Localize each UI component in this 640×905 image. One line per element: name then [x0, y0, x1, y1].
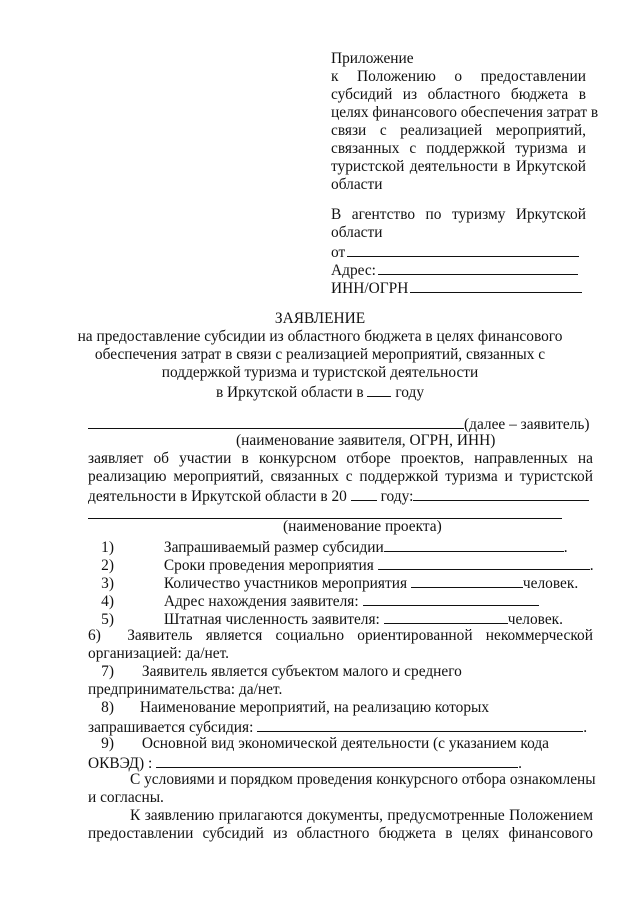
applicant-address-blank[interactable] [363, 591, 539, 606]
address-label: Адрес: [331, 262, 376, 279]
list-item-continuation[interactable]: организацией: да/нет. [88, 645, 230, 662]
list-item[interactable]: 3) Количество участников мероприятия человек. [101, 575, 579, 592]
list-item-continuation[interactable]: предпринимательства: да/нет. [88, 681, 283, 698]
applicant-text: заявляет об участии в конкурсном отборе проектов, направленных на [88, 450, 593, 467]
from-field[interactable] [331, 242, 579, 262]
closing-paragraph-line: предоставлении субсидий из областного бюджета в целях финансового [88, 825, 593, 842]
applicant-name-field[interactable] [88, 414, 590, 434]
list-item[interactable]: 1) Запрашиваемый размер субсидии . [101, 539, 568, 556]
inn-blank[interactable] [410, 278, 582, 293]
appendix-title: Приложение [331, 50, 414, 67]
appendix-line: туристской деятельности в Иркутской [331, 158, 586, 175]
heading-year-line: в Иркутской области в году [215, 384, 425, 401]
appendix-line: целях финансового обеспечения затрат в [331, 104, 599, 121]
project-name-blank-2[interactable] [88, 504, 562, 519]
list-item: 8) Наименование мероприятий, на реализацию которых [101, 699, 490, 716]
applicant-suffix: (далее – заявитель) [464, 416, 590, 433]
from-label: от [331, 244, 346, 261]
addressee-line: В агентство по туризму Иркутской [331, 206, 586, 223]
appendix-line: области [331, 176, 383, 193]
subsidy-amount-blank[interactable] [384, 537, 564, 552]
project-caption: (наименование проекта) [283, 518, 442, 535]
address-blank[interactable] [378, 260, 578, 275]
applicant-name-blank[interactable] [88, 414, 464, 429]
year-blank[interactable] [367, 382, 391, 397]
applicant-caption: (наименование заявителя, ОГРН, ИНН) [236, 432, 496, 449]
staff-count-blank[interactable] [384, 609, 508, 624]
appendix-line: субсидий из областного бюджета в [331, 86, 586, 103]
participants-blank[interactable] [411, 573, 523, 588]
heading-line: обеспечения затрат в связи с реализацией мероприятий, связанных с [94, 346, 546, 363]
okved-blank[interactable] [156, 753, 518, 768]
document-title: ЗАЯВЛЕНИЕ [274, 310, 366, 327]
inn-field[interactable] [331, 278, 582, 298]
appendix-line: к Положению о предоставлении [331, 68, 586, 85]
list-item-continuation[interactable]: запрашивается субсидия: . [88, 719, 588, 736]
appendix-line: связи с реализацией мероприятий, [331, 122, 586, 139]
list-item: 6) Заявитель является социально ориентированной некоммерческой [88, 627, 593, 644]
from-blank[interactable] [347, 242, 579, 257]
events-names-blank[interactable] [257, 717, 583, 732]
list-item: 7) Заявитель является субъектом малого и среднего [101, 663, 462, 680]
closing-paragraph-line: К заявлению прилагаются документы, предусмотренные Положением [130, 807, 593, 824]
list-item-continuation[interactable]: ОКВЭД) : . [88, 755, 522, 772]
heading-line: на предоставление субсидии из областного бюджета в целях финансового [77, 328, 563, 345]
list-item[interactable]: 5) Штатная численность заявителя: человек. [101, 611, 563, 628]
applicant-text: реализацию мероприятий, связанных с поддержкой туризма и туристской [88, 468, 593, 485]
closing-paragraph-line: С условиями и порядком проведения конкурсного отбора ознакомлены [130, 771, 596, 788]
event-dates-blank[interactable] [378, 555, 590, 570]
heading-line: поддержкой туризма и туристской деятельности [161, 364, 479, 381]
project-name-blank[interactable] [413, 486, 589, 501]
inn-label: ИНН/ОГРН [331, 280, 409, 297]
list-item[interactable]: 4) Адрес нахождения заявителя: [88, 591, 539, 611]
project-year-blank[interactable] [351, 486, 377, 501]
list-item: 9) Основной вид экономической деятельности (с указанием кода [101, 735, 550, 752]
list-item[interactable]: 2) Сроки проведения мероприятия . [101, 557, 594, 574]
address-field[interactable] [331, 260, 578, 280]
addressee-line: области [331, 224, 383, 241]
closing-paragraph-line: и согласны. [88, 789, 164, 806]
project-year-line[interactable]: деятельности в Иркутской области в 20 году: [88, 486, 589, 506]
appendix-line: связанных с поддержкой туризма и [331, 140, 586, 157]
